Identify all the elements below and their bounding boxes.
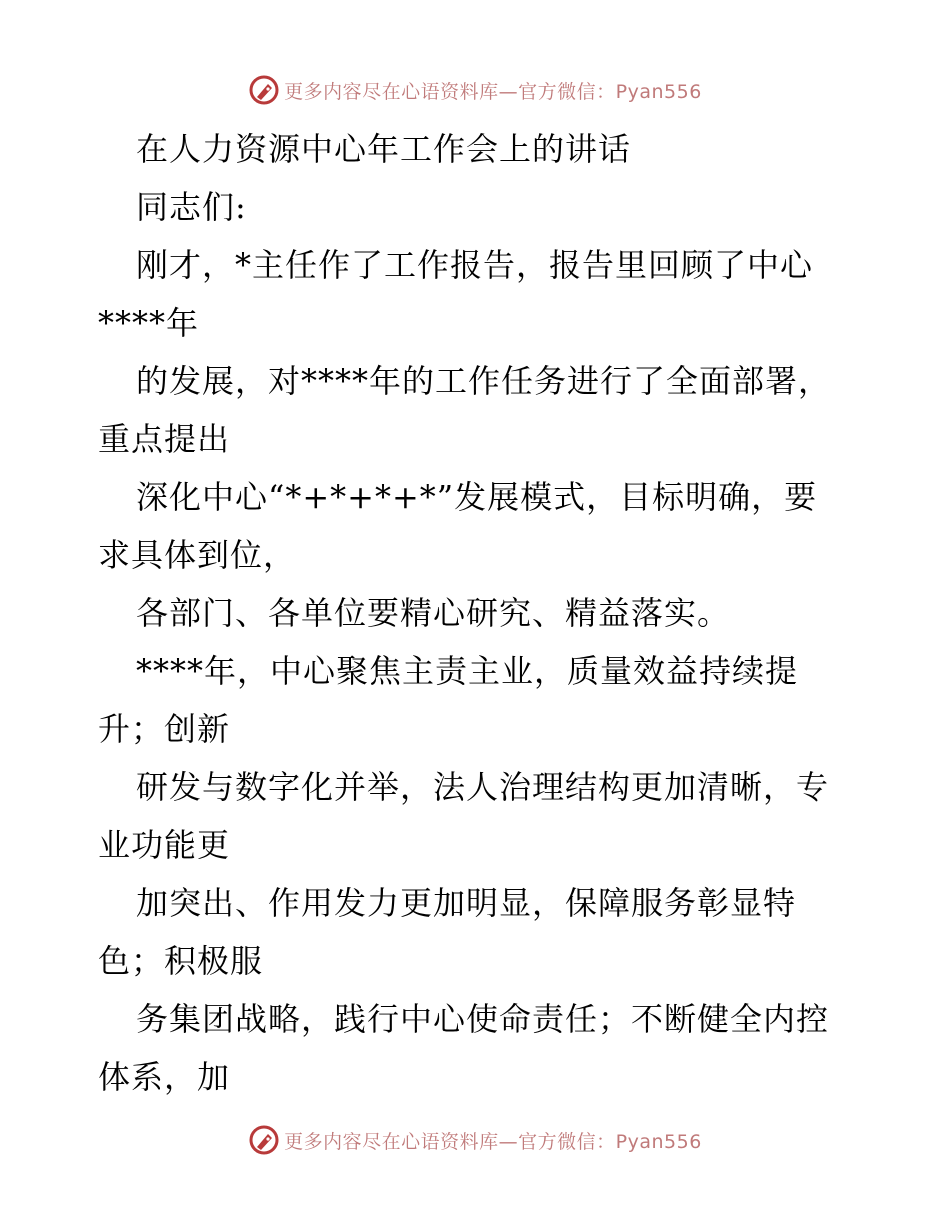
body-line: 刚才，*主任作了工作报告，报告里回顾了中心 <box>136 246 814 284</box>
document-body <box>98 120 858 1106</box>
body-line: 各部门、各单位要精心研究、精益落实。 <box>136 594 731 632</box>
body-line: 升；创新 <box>98 710 231 748</box>
pen-nib-icon <box>248 1124 280 1156</box>
watermark-footer <box>0 1120 950 1160</box>
body-line: 求具体到位， <box>98 536 297 574</box>
watermark-text: 更多内容尽在心语资料库—官方微信：Pyan556 <box>284 1130 702 1153</box>
body-line: 研发与数字化并举，法人治理结构更加清晰，专 <box>136 768 830 806</box>
watermark-text: 更多内容尽在心语资料库—官方微信：Pyan556 <box>284 80 702 103</box>
body-line: 重点提出 <box>98 420 231 458</box>
body-line: 加突出、作用发力更加明显，保障服务彰显特 <box>136 884 797 922</box>
body-line: 体系，加 <box>98 1058 231 1096</box>
watermark-header <box>0 70 950 110</box>
pen-nib-icon <box>248 74 280 106</box>
body-line: 业功能更 <box>98 826 231 864</box>
body-line: 深化中心“*+*+*+*”发展模式，目标明确，要 <box>136 478 818 516</box>
body-line: ****年，中心聚焦主责主业，质量效益持续提 <box>136 652 799 690</box>
salutation: 同志们: <box>136 188 247 226</box>
document-title: 在人力资源中心年工作会上的讲话 <box>136 130 632 168</box>
body-line: 务集团战略，践行中心使命责任；不断健全内控 <box>136 1000 830 1038</box>
body-line: 色；积极服 <box>98 942 264 980</box>
body-line: 的发展，对****年的工作任务进行了全面部署， <box>136 362 832 400</box>
body-line: ****年 <box>98 304 200 342</box>
